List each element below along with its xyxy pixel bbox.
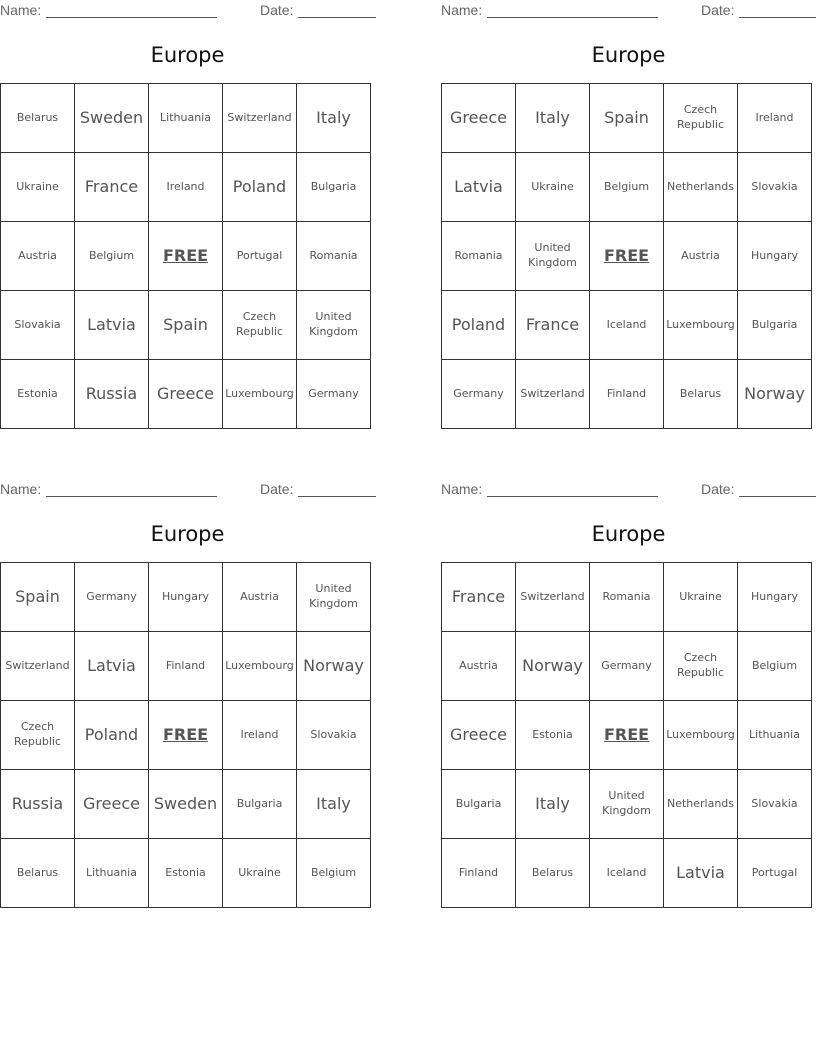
bingo-cell: Austria [664,222,738,291]
bingo-cell: Hungary [738,563,812,632]
free-space-cell: FREE [149,701,223,770]
bingo-cell: United Kingdom [297,291,371,360]
bingo-cell: France [442,563,516,632]
bingo-cell: Switzerland [223,84,297,153]
bingo-cell: Russia [1,770,75,839]
bingo-grid [0,83,371,429]
bingo-cell: Germany [590,632,664,701]
bingo-cell: Norway [297,632,371,701]
bingo-cell: Czech Republic [664,632,738,701]
name-label: Name: [441,481,483,497]
bingo-cell: Poland [223,153,297,222]
card-header [0,0,375,20]
bingo-cell: Austria [1,222,75,291]
bingo-cell: Bulgaria [223,770,297,839]
bingo-cell: Czech Republic [664,84,738,153]
name-blank [46,496,217,497]
bingo-cell: Sweden [75,84,149,153]
bingo-cell: Spain [1,563,75,632]
bingo-cell: Switzerland [1,632,75,701]
bingo-cell: Luxembourg [223,632,297,701]
bingo-cell: Ireland [149,153,223,222]
bingo-cell: Poland [75,701,149,770]
bingo-cell: Finland [149,632,223,701]
bingo-cell: Lithuania [149,84,223,153]
card-header [0,479,375,499]
bingo-cell: Greece [442,701,516,770]
bingo-cell: Estonia [149,839,223,908]
bingo-cell: Estonia [1,360,75,429]
bingo-cell: Slovakia [297,701,371,770]
bingo-cell: Ukraine [664,563,738,632]
bingo-cell: Latvia [75,291,149,360]
bingo-cell: Hungary [738,222,812,291]
bingo-cell: Bulgaria [297,153,371,222]
bingo-cell: Switzerland [516,360,590,429]
bingo-cell: Finland [590,360,664,429]
bingo-cell: Czech Republic [1,701,75,770]
bingo-cell: Luxembourg [223,360,297,429]
date-blank [298,17,376,18]
date-label: Date: [701,2,735,18]
bingo-cell: Austria [442,632,516,701]
date-blank [739,496,816,497]
name-label: Name: [441,2,483,18]
name-blank [487,496,658,497]
bingo-cell: Germany [297,360,371,429]
bingo-cell: Norway [738,360,812,429]
bingo-cell: Luxembourg [664,701,738,770]
bingo-cell: Bulgaria [442,770,516,839]
bingo-cell: France [516,291,590,360]
bingo-cell: Russia [75,360,149,429]
bingo-cell: Italy [297,770,371,839]
bingo-cell: Romania [442,222,516,291]
bingo-cell: Greece [149,360,223,429]
bingo-cell: Bulgaria [738,291,812,360]
date-label: Date: [701,481,735,497]
bingo-cell: Ukraine [223,839,297,908]
date-blank [739,17,816,18]
bingo-cell: Latvia [442,153,516,222]
bingo-cell: Belgium [297,839,371,908]
bingo-cell: Belarus [516,839,590,908]
bingo-cell: Belarus [664,360,738,429]
bingo-cell: Poland [442,291,516,360]
bingo-cell: Italy [516,84,590,153]
card-header [441,0,816,20]
card-title: Europe [150,43,225,67]
bingo-cell: Germany [442,360,516,429]
bingo-grid [441,83,812,429]
bingo-cell: Belarus [1,839,75,908]
bingo-cell: Portugal [223,222,297,291]
bingo-cell: United Kingdom [590,770,664,839]
free-space-cell: FREE [149,222,223,291]
bingo-cell: Switzerland [516,563,590,632]
bingo-grid [0,562,371,908]
bingo-cell: Netherlands [664,153,738,222]
date-label: Date: [260,481,294,497]
bingo-grid [441,562,812,908]
bingo-cell: Ireland [738,84,812,153]
bingo-cell: Czech Republic [223,291,297,360]
free-space-cell: FREE [590,701,664,770]
bingo-cell: Belarus [1,84,75,153]
bingo-cell: France [75,153,149,222]
name-label: Name: [0,2,42,18]
bingo-cell: Austria [223,563,297,632]
bingo-cell: Norway [516,632,590,701]
bingo-cell: Slovakia [1,291,75,360]
bingo-cell: Ireland [223,701,297,770]
bingo-cell: Greece [75,770,149,839]
bingo-cell: Latvia [664,839,738,908]
bingo-cell: Belgium [75,222,149,291]
bingo-cell: Germany [75,563,149,632]
bingo-cell: Luxembourg [664,291,738,360]
name-blank [487,17,658,18]
bingo-cell: Romania [297,222,371,291]
bingo-cell: Slovakia [738,153,812,222]
bingo-cell: Hungary [149,563,223,632]
bingo-cell: Romania [590,563,664,632]
card-title: Europe [150,522,225,546]
bingo-cell: Sweden [149,770,223,839]
bingo-cell: Iceland [590,839,664,908]
bingo-cell: Slovakia [738,770,812,839]
bingo-cell: Greece [442,84,516,153]
bingo-cell: Latvia [75,632,149,701]
free-space-cell: FREE [590,222,664,291]
date-label: Date: [260,2,294,18]
date-blank [298,496,376,497]
bingo-cell: Belgium [590,153,664,222]
bingo-cell: Ukraine [1,153,75,222]
bingo-cell: Spain [590,84,664,153]
bingo-cell: Lithuania [75,839,149,908]
bingo-cell: United Kingdom [297,563,371,632]
bingo-cell: Estonia [516,701,590,770]
card-header [441,479,816,499]
bingo-cell: Iceland [590,291,664,360]
name-label: Name: [0,481,42,497]
bingo-cell: Belgium [738,632,812,701]
bingo-cell: Netherlands [664,770,738,839]
card-title: Europe [591,43,666,67]
bingo-cell: Portugal [738,839,812,908]
bingo-cell: Lithuania [738,701,812,770]
card-title: Europe [591,522,666,546]
bingo-cell: Italy [516,770,590,839]
bingo-cell: United Kingdom [516,222,590,291]
bingo-cell: Italy [297,84,371,153]
name-blank [46,17,217,18]
bingo-cell: Finland [442,839,516,908]
bingo-cell: Ukraine [516,153,590,222]
bingo-cell: Spain [149,291,223,360]
